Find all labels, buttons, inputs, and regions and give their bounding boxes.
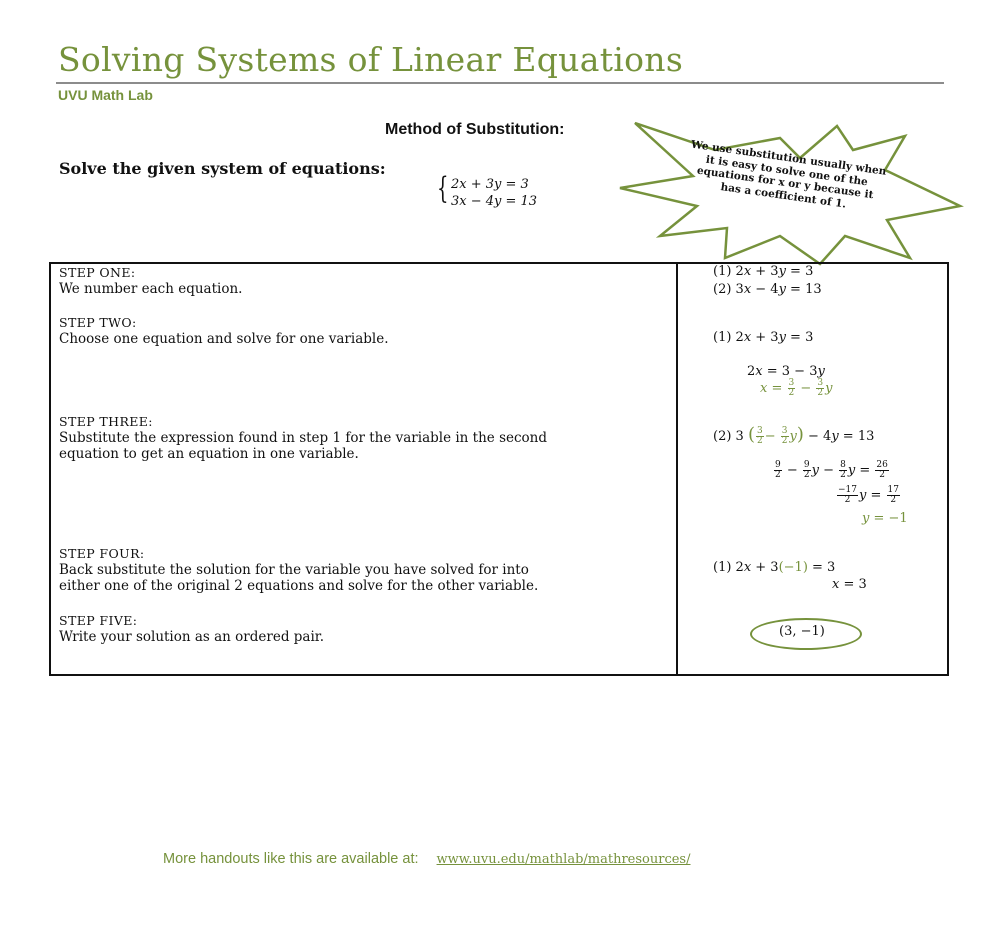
step-four-text-line-1: Back substitute the solution for the variable you have solved for into: [59, 562, 529, 578]
page-subtitle: UVU Math Lab: [58, 87, 153, 103]
ordered-pair-answer: (3, −1): [779, 624, 825, 639]
system-equation-2: 3𝑥 − 4𝑦 = 13: [451, 194, 538, 209]
numbered-equation-2: (2) 3𝑥 − 4𝑦 = 13: [713, 282, 822, 297]
step-four-text-line-2: either one of the original 2 equations and solve for the other variable.: [59, 578, 539, 594]
step-three: [59, 414, 547, 462]
step-one-text: We number each equation.: [59, 281, 243, 297]
substituted-expression: ( $\frac{3}{2}$ − $\frac{3}{2}$ 𝑦): [747, 424, 804, 446]
step-one-heading: STEP ONE:: [59, 265, 136, 280]
step-four-heading: STEP FOUR:: [59, 546, 145, 561]
isolate-step: 2𝑥 = 3 − 3𝑦: [747, 364, 825, 379]
step-one: [59, 265, 242, 297]
step-two-text: Choose one equation and solve for one variable.: [59, 331, 389, 347]
page-title: Solving Systems of Linear Equations: [58, 40, 684, 79]
step-five: [59, 613, 324, 645]
combined-equation: $\frac{-17}{2}$ 𝑦 = $\frac{17}{2}$: [838, 485, 899, 505]
system-equation-1: 2𝑥 + 3𝑦 = 3: [451, 177, 529, 192]
substituted-equation: [713, 424, 874, 446]
step-four: [59, 546, 538, 594]
expanded-equation: $\frac{9}{2}$ − $\frac{9}{2}$ 𝑦 − $\frac{8}{2}$ 𝑦 = $\frac{26}{2}$: [775, 460, 888, 480]
y-solution: 𝑦 = −1: [862, 511, 908, 526]
back-substitution-rhs: = 3: [807, 560, 836, 575]
back-substitution: [713, 560, 835, 575]
step-five-text: Write your solution as an ordered pair.: [59, 629, 325, 645]
title-rule: [56, 82, 944, 84]
substituted-equation-rhs: − 4𝑦 = 13: [808, 429, 875, 444]
footer-text: More handouts like this are available at:: [163, 851, 419, 867]
step-five-heading: STEP FIVE:: [59, 613, 138, 628]
step-three-text-line-1: Substitute the expression found in step 1 for the variable in the second: [59, 430, 548, 446]
x-expression-lhs: 𝑥 =: [760, 381, 783, 396]
step-two-heading: STEP TWO:: [59, 315, 137, 330]
problem-prompt: Solve the given system of equations:: [59, 159, 386, 178]
table-divider: [676, 262, 678, 676]
step-three-text-line-2: equation to get an equation in one variable.: [59, 446, 359, 462]
back-substitution-lhs: (1) 2𝑥 + 3: [713, 560, 779, 575]
step-two: [59, 315, 388, 347]
callout-text: We use substitution usually when it is easy to solve one of the equations for x or y because it has a coefficient of 1.: [690, 138, 888, 211]
fraction: $\frac{3}{2}$: [817, 378, 824, 398]
resources-link[interactable]: www.uvu.edu/mathlab/mathresources/: [436, 852, 691, 867]
x-expression: 𝑥 = $\frac{3}{2}$ − $\frac{3}{2}$ 𝑦: [760, 378, 833, 398]
substituted-equation-lhs: (2) 3: [713, 429, 744, 444]
footer: [163, 851, 691, 867]
system-brace: {: [437, 171, 449, 206]
method-heading: Method of Substitution:: [385, 121, 565, 138]
numbered-equation-1: (1) 2𝑥 + 3𝑦 = 3: [713, 264, 814, 279]
x-solution: 𝑥 = 3: [832, 577, 867, 592]
chosen-equation: (1) 2𝑥 + 3𝑦 = 3: [713, 330, 814, 345]
substituted-y-value: (−1): [778, 560, 808, 575]
fraction: $\frac{3}{2}$: [788, 378, 795, 398]
step-three-heading: STEP THREE:: [59, 414, 153, 429]
